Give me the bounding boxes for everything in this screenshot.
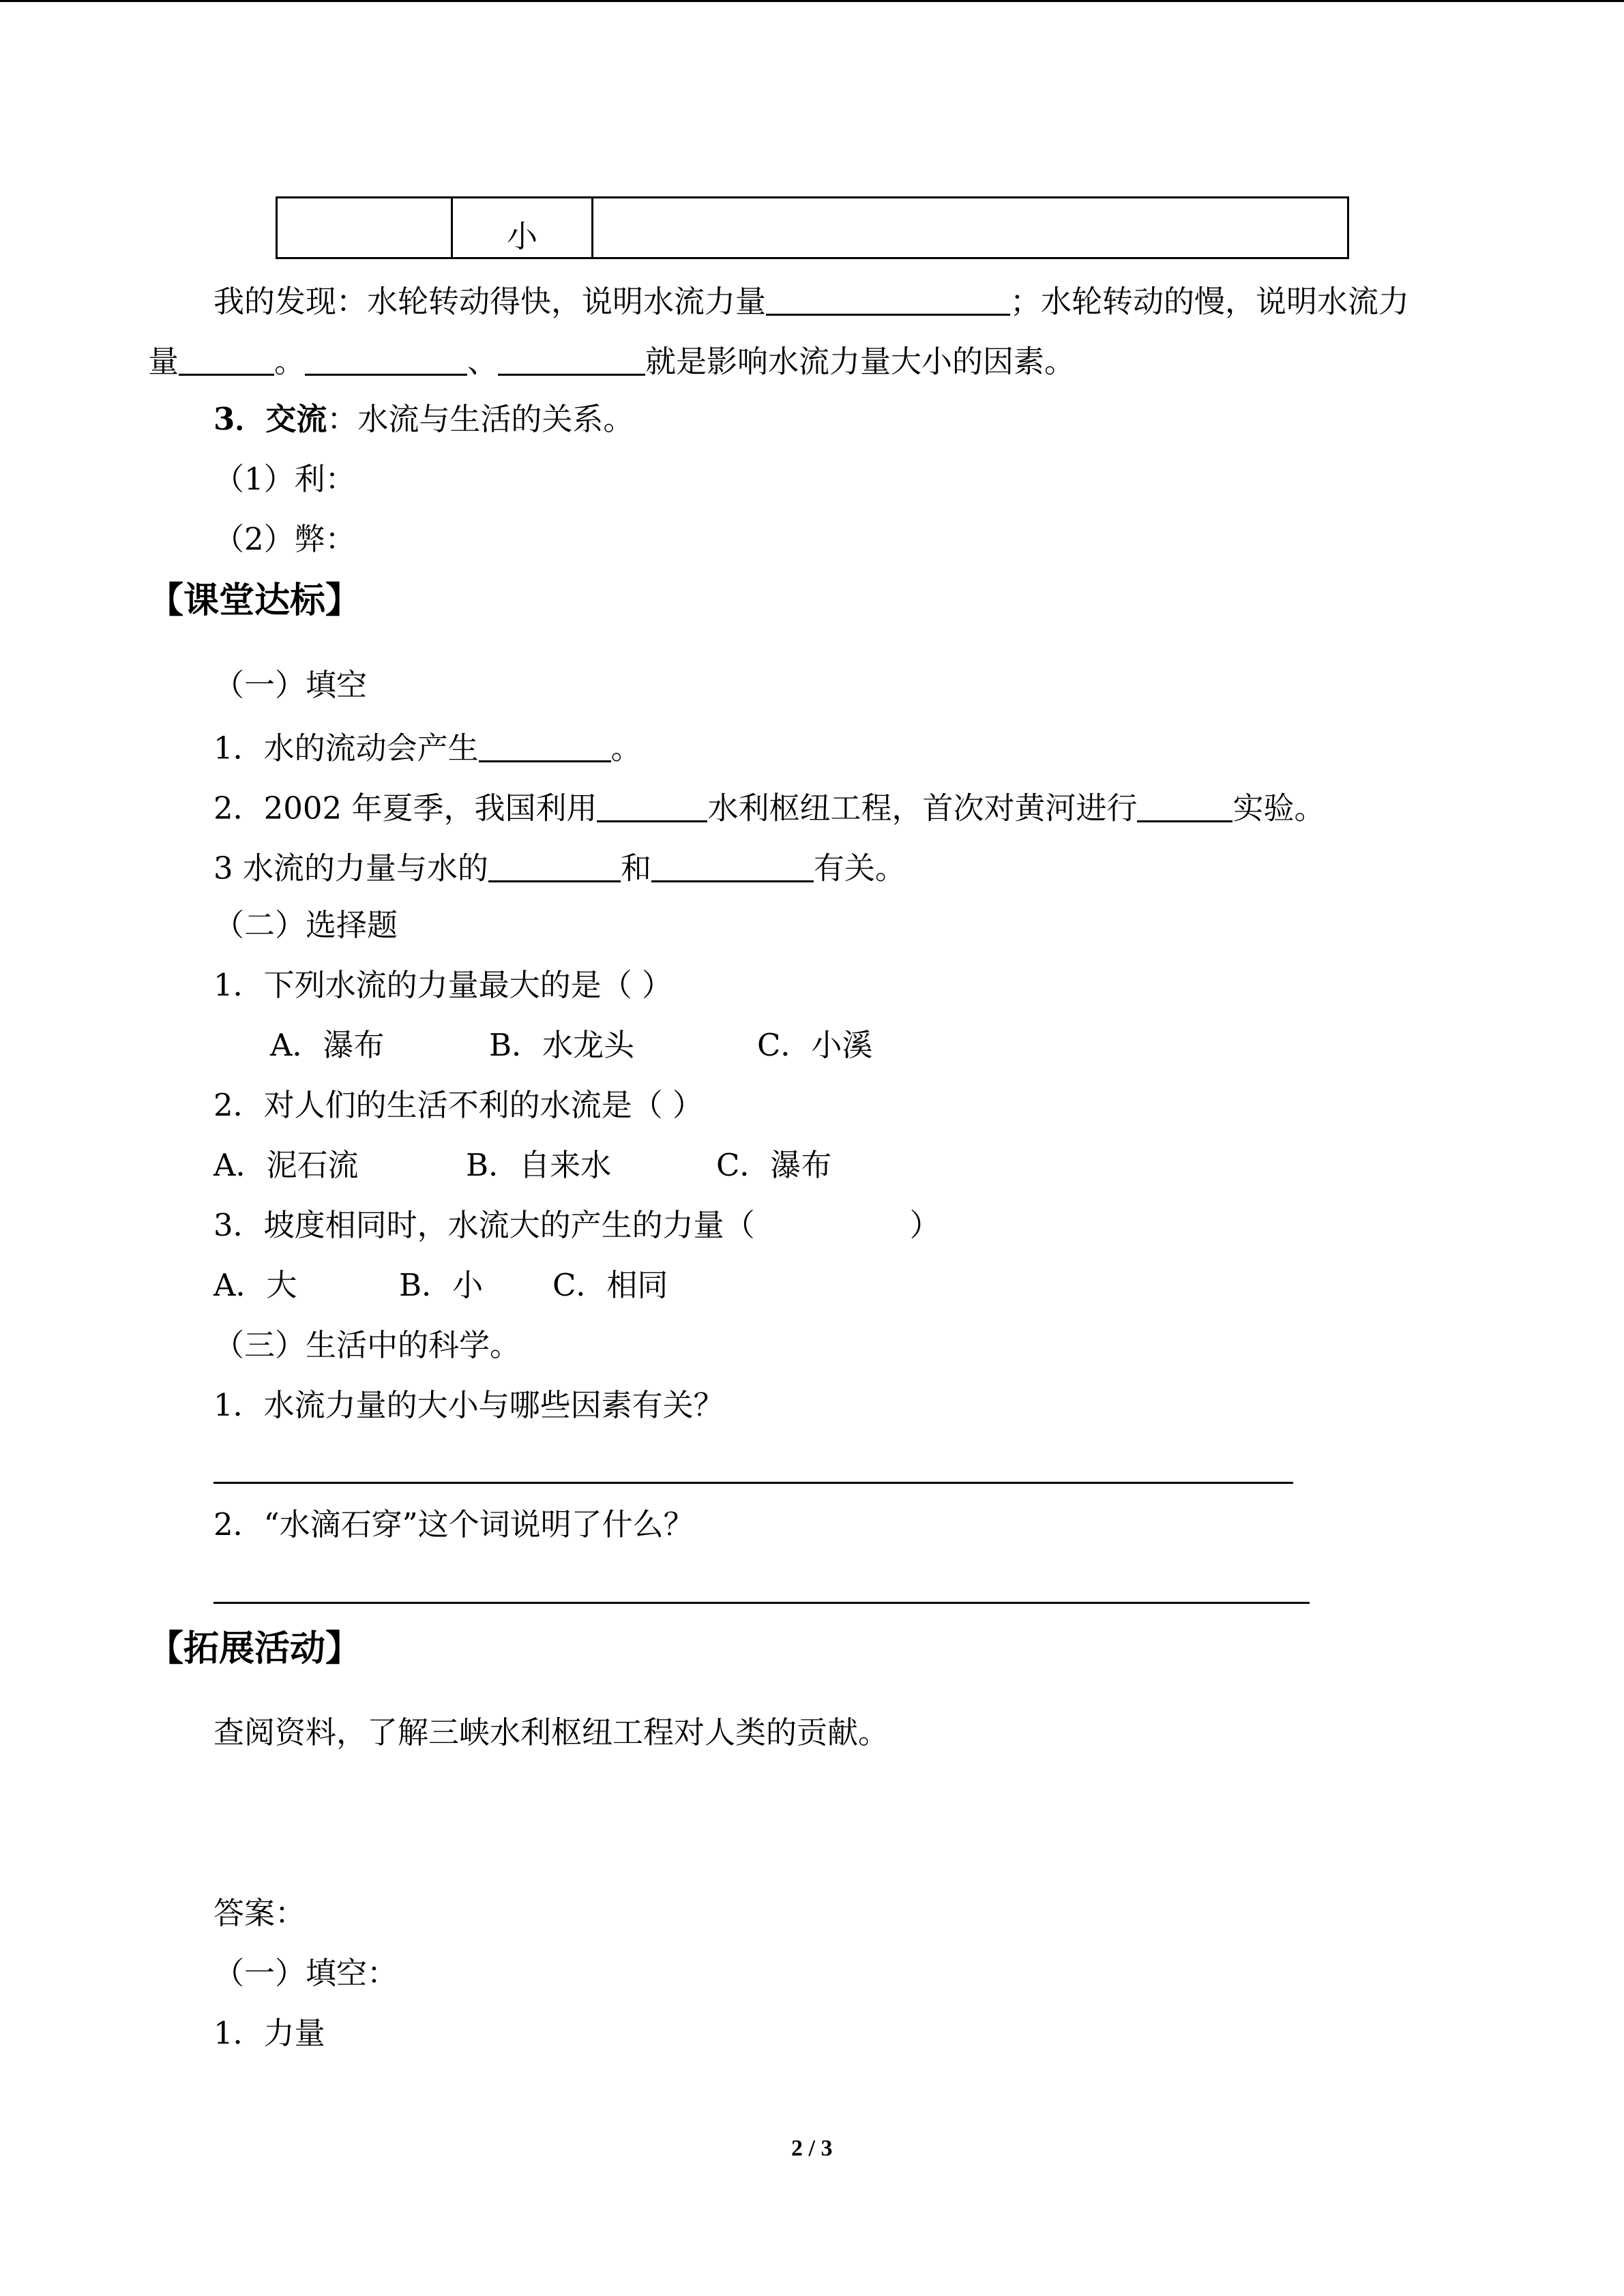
answer-blank [305, 343, 467, 376]
option-b: B．小 [399, 1267, 484, 1303]
fill-question [213, 730, 642, 764]
choice-question [213, 1207, 941, 1243]
extension-text: 查阅资料，了解三峡水利枢纽工程对人类的贡献。 [213, 1714, 889, 1750]
question-text: 1．水的流动会产生 [213, 730, 479, 766]
exchange-item: （2）弊： [213, 521, 356, 557]
page-top-border [0, 0, 1624, 2]
option-b: B．自来水 [466, 1147, 612, 1183]
life-question: 1．水流力量的大小与哪些因素有关？ [213, 1387, 724, 1423]
fill-question [213, 850, 906, 884]
question-text: 有关。 [813, 850, 906, 886]
question-text: ） [909, 1207, 941, 1243]
life-question: 2．“水滴石穿”这个词说明了什么？ [213, 1506, 694, 1542]
answer-line [213, 1602, 1310, 1604]
exchange-number: 3． [213, 401, 266, 437]
answer-blank [479, 730, 611, 762]
discovery-line-2 [148, 343, 1076, 380]
result-table [276, 196, 1349, 259]
discovery-text: ；水轮转动的慢，说明水流力 [1010, 283, 1410, 320]
option-a: A．大 [213, 1267, 297, 1303]
fill-title: （一）填空 [213, 667, 368, 703]
section-heading: 【课堂达标】 [148, 580, 361, 621]
section-heading: 【拓展活动】 [148, 1628, 361, 1669]
table-cell [593, 198, 1348, 258]
choice-question: 2．对人们的生活不利的水流是（ ） [213, 1087, 703, 1123]
question-text: 水利枢纽工程，首次对黄河进行 [707, 790, 1138, 826]
answer-blank [597, 790, 707, 822]
exchange-item: （1）利： [213, 461, 356, 497]
answers-title: 答案： [213, 1895, 306, 1931]
table-cell [277, 198, 452, 258]
option-c: C．瀑布 [716, 1147, 832, 1183]
answer-blank [498, 343, 645, 376]
question-text: 3 水流的力量与水的 [213, 850, 488, 886]
option-a: A．瀑布 [270, 1027, 385, 1063]
question-text: 实验。 [1232, 790, 1325, 826]
table-cell: 小 [452, 198, 593, 258]
question-text: 。 [610, 730, 642, 766]
discovery-line-1 [213, 283, 1410, 320]
answer-line [213, 1482, 1293, 1484]
life-title: （三）生活中的科学。 [213, 1327, 521, 1363]
question-text: 3．坡度相同时，水流大的产生的力量（ [213, 1207, 755, 1243]
choice-question: 1．下列水流的力量最大的是（ ） [213, 967, 673, 1003]
question-text: 2．2002 年夏季，我国利用 [213, 790, 597, 826]
option-c: C．小溪 [757, 1027, 873, 1063]
answer-blank [651, 850, 814, 882]
discovery-text: 。 [274, 343, 306, 380]
answer-blank [766, 283, 1010, 316]
answer-item: 1．力量 [213, 2015, 325, 2051]
answer-blank [488, 850, 621, 882]
question-text: 和 [620, 850, 651, 886]
exchange-text: ：水流与生活的关系。 [327, 401, 634, 437]
option-a: A．泥石流 [213, 1147, 359, 1183]
answers-fill-title: （一）填空： [213, 1955, 398, 1991]
page-number: 2 / 3 [791, 2136, 833, 2161]
discovery-text: 就是影响水流力量大小的因素。 [645, 343, 1076, 380]
answer-blank [179, 343, 274, 376]
discovery-text: 、 [467, 343, 499, 380]
table-row [277, 198, 1348, 258]
answer-blank [1137, 790, 1232, 822]
discovery-text: 量 [148, 343, 179, 380]
option-b: B．水龙头 [489, 1027, 635, 1063]
option-c: C．相同 [552, 1267, 668, 1303]
exchange-line [213, 401, 634, 437]
choice-title: （二）选择题 [213, 907, 398, 943]
discovery-text: 我的发现：水轮转动得快，说明水流力量 [213, 283, 767, 320]
exchange-title: 交流 [265, 401, 327, 437]
fill-question [213, 790, 1325, 824]
